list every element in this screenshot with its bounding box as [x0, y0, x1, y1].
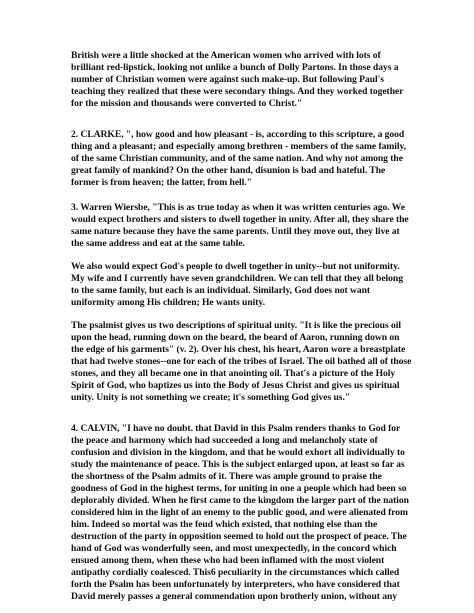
text-line: same nature because they have the same parents. Until they move out, they live at: [71, 226, 400, 237]
text-line: considered him in the light of an enemy to the public good, and were alienated from: [71, 507, 408, 518]
text-line: thing and a pleasant; and especially among brethren - members of the same family,: [71, 141, 407, 152]
text-line: of the same Christian community, and of the same nation. And why not among the: [71, 153, 403, 164]
paragraph-unity-not-uniformity: [71, 261, 414, 309]
text-line: stones, and they all became one in that anointing oil. That's a picture of the Holy: [71, 368, 396, 379]
text-line: goodness of God in the highest terms, for uniting in one a people which had been so: [71, 483, 407, 494]
text-line: the peace and harmony which had succeeded a long and melancholy state of: [71, 435, 378, 446]
text-line: him. Indeed so mortal was the feud which existed, that nothing else than the: [71, 519, 378, 530]
text-line: We also would expect God's people to dwell together in unity--but not uniformity.: [71, 261, 400, 272]
text-line: deplorably divided. When he first came to the kingdom the larger part of the nation: [71, 495, 409, 506]
text-line: former is from heaven; the latter, from hell.": [71, 177, 252, 188]
text-line: the shortness of the Psalm admits of it. There was ample ground to praise the: [71, 471, 382, 482]
paragraph-clarke-commentary: [71, 129, 414, 189]
text-line: would expect brothers and sisters to dwell together in unity. After all, they share the: [71, 214, 409, 225]
text-line: 4. CALVIN, "I have no doubt. that David in this Psalm renders thanks to God for: [71, 423, 401, 434]
text-line: David merely passes a general commendation upon brotherly union, without any: [71, 591, 398, 602]
text-line: to the same family, but each is an individual. Similarly, God does not want: [71, 285, 371, 296]
text-line: 2. CLARKE, ", how good and how pleasant - is, according to this scripture, a good: [71, 129, 405, 140]
text-line: antipathy cordially coalesced. This6 peculiarity in the circumstances which called: [71, 567, 400, 578]
paragraph-british-women: [71, 50, 414, 110]
text-line: destruction of the party in opposition seemed to hold out the prospect of peace. The: [71, 531, 407, 542]
text-line: that had twelve stones--one for each of the tribes of Israel. The oil bathed all of those: [71, 356, 412, 367]
text-line: uniformity among His children; He wants unity.: [71, 297, 265, 308]
text-line: study the maintenance of peace. This is the subject enlarged upon, at least so far as: [71, 459, 405, 470]
text-line: The psalmist gives us two descriptions of spiritual unity. "It is like the precious oil: [71, 320, 401, 331]
text-line: brilliant red-lipstick, looking not unlike a bunch of Dolly Partons. In those days a: [71, 62, 399, 73]
text-line: forth the Psalm has been unfortunately by interpreters, who have considered that: [71, 579, 400, 590]
text-line: number of Christian women were against such make-up. But following Paul's: [71, 74, 384, 85]
paragraph-psalmist-descriptions: [71, 320, 414, 404]
text-line: My wife and I currently have seven grandchildren. We can tell that they all belong: [71, 273, 403, 284]
text-line: great family of mankind? On the other hand, disunion is bad and hateful. The: [71, 165, 386, 176]
text-line: the same address and eat at the same table.: [71, 238, 245, 249]
text-line: teaching they realized that these were secondary things. And they worked together: [71, 86, 404, 97]
text-line: Spirit of God, who baptizes us into the Body of Jesus Christ and gives us spiritual: [71, 380, 400, 391]
text-line: upon the head, running down on the beard, the beard of Aaron, running down on: [71, 332, 400, 343]
text-line: British were a little shocked at the American women who arrived with lots of: [71, 50, 381, 61]
text-line: 3. Warren Wiersbe, "This is as true today as when it was written centuries ago. We: [71, 202, 405, 213]
text-line: the edge of his garments" (v. 2). Over his chest, his heart, Aaron wore a breastplate: [71, 344, 406, 355]
text-line: ensued among them, when these who had been inflamed with the most violent: [71, 555, 385, 566]
text-line: hand of God was wonderfully seen, and most unexpectedly, in the concord which: [71, 543, 397, 554]
paragraph-calvin-commentary: [71, 423, 414, 603]
text-line: confusion and division in the kingdom, and that he would exhort all individually to: [71, 447, 405, 458]
text-line: unity. Unity is not something we create; it's something God gives us.": [71, 392, 351, 403]
paragraph-wiersbe-commentary: [71, 202, 414, 250]
text-line: for the mission and thousands were converted to Christ.": [71, 98, 303, 109]
